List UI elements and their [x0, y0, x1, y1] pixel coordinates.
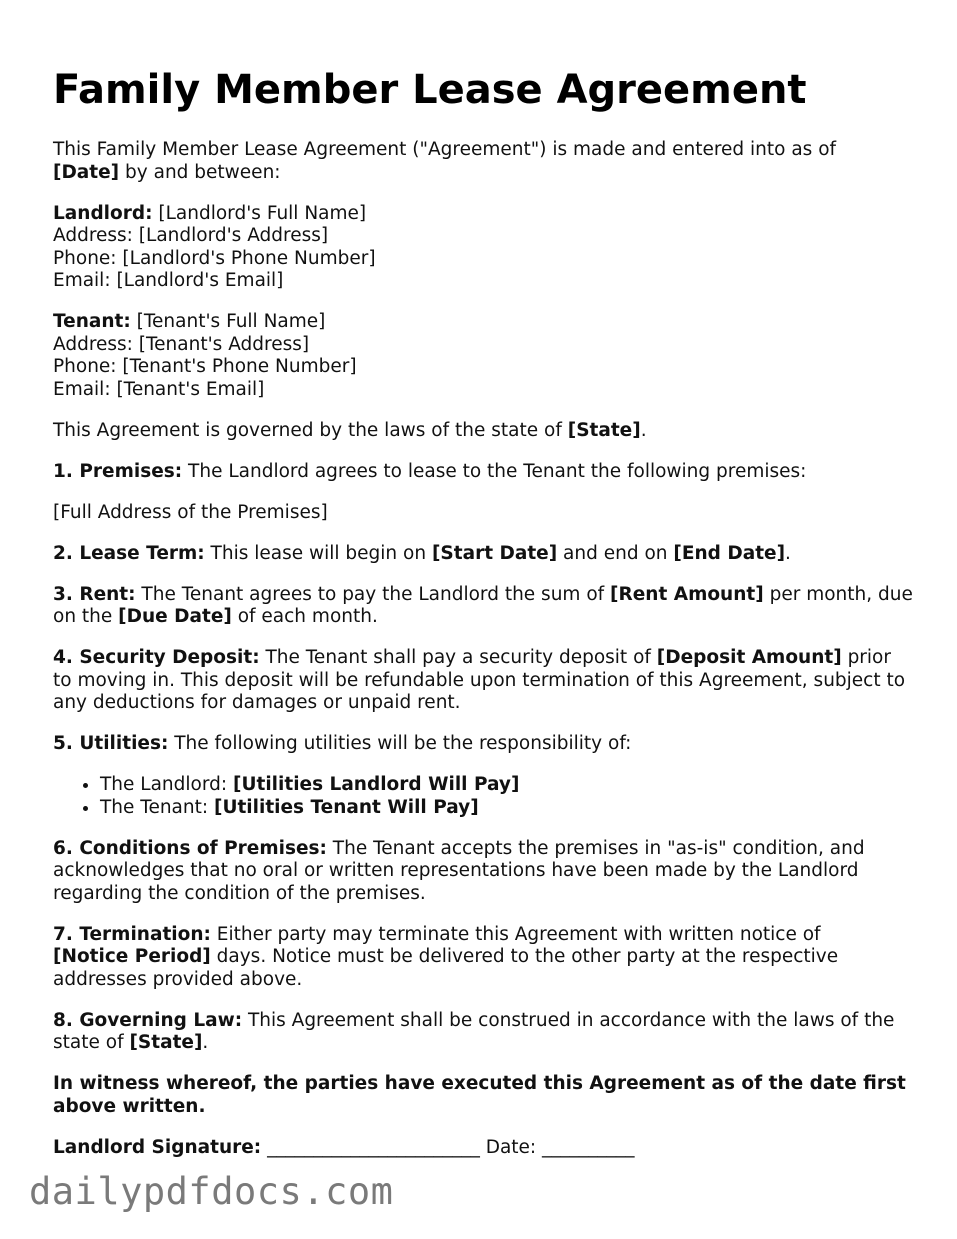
- section-rent: [53, 584, 913, 629]
- intro-date: [Date]: [53, 161, 120, 183]
- lease-end-date: [End Date]: [673, 542, 786, 564]
- notice-period: [Notice Period]: [53, 946, 211, 967]
- governed-tail: .: [640, 419, 647, 441]
- landlord-phone: Phone: [Landlord's Phone Number]: [53, 247, 376, 269]
- tenant-address: Address: [Tenant's Address]: [53, 333, 310, 355]
- section-lease-term: [53, 543, 913, 566]
- rent-amount: [Rent Amount]: [610, 583, 764, 605]
- section-premises: [53, 461, 913, 484]
- section-rent-label: 3. Rent:: [53, 583, 136, 605]
- rent-tail: of each month.: [231, 606, 378, 627]
- deposit-amount: [Deposit Amount]: [656, 647, 842, 668]
- governing-law-text: This Agreement shall be construed in accordance with the laws of the state of: [53, 1009, 895, 1053]
- utilities-tenant-what: [Utilities Tenant Will Pay]: [213, 796, 479, 818]
- section-conditions: [53, 838, 913, 906]
- tenant-label: Tenant:: [53, 311, 131, 332]
- rent-text: The Tenant agrees to pay the Landlord the sum of: [135, 583, 611, 605]
- deposit-text: The Tenant shall pay a security deposit of: [259, 647, 657, 668]
- lease-start-date: [Start Date]: [431, 542, 558, 564]
- signature-label: Landlord Signature:: [53, 1136, 262, 1158]
- tenant-name: [Tenant's Full Name]: [130, 311, 326, 332]
- governed-paragraph: [53, 420, 913, 443]
- section-deposit-label: 4. Security Deposit:: [53, 647, 260, 668]
- signature-line: [53, 1137, 913, 1160]
- governed-state: [State]: [567, 419, 641, 441]
- section-termination-label: 7. Termination:: [53, 923, 211, 945]
- landlord-email: Email: [Landlord's Email]: [53, 270, 284, 291]
- landlord-name: [Landlord's Full Name]: [152, 202, 367, 224]
- lease-term-text: This lease will begin on: [204, 542, 432, 564]
- termination-text: Either party may terminate this Agreement with written notice of: [210, 923, 821, 945]
- lease-term-mid: and end on: [557, 542, 674, 564]
- section-conditions-label: 6. Conditions of Premises:: [53, 837, 327, 859]
- section-security-deposit: [53, 647, 913, 715]
- section-utilities: [53, 733, 913, 756]
- list-item: [100, 797, 913, 820]
- section-termination: [53, 924, 913, 992]
- governing-law-tail: .: [202, 1032, 209, 1053]
- rent-due-date: [Due Date]: [118, 606, 232, 627]
- section-governing-law-label: 8. Governing Law:: [53, 1009, 243, 1031]
- tenant-block: [53, 311, 913, 401]
- witness-paragraph: [53, 1073, 913, 1118]
- utilities-landlord-what: [Utilities Landlord Will Pay]: [233, 774, 520, 795]
- utilities-text: The following utilities will be the responsibility of:: [168, 733, 632, 754]
- page-title: Family Member Lease Agreement: [53, 67, 807, 113]
- conditions-text: The Tenant accepts the premises in "as-is" condition, and acknowledges that no oral or written representations have been made by the Landlord regarding the condition of the premises.: [53, 837, 865, 904]
- utilities-tenant-who: The Tenant:: [100, 796, 214, 818]
- deposit-tail: prior to moving in. This deposit will be refundable upon termination of this Agreement, subject to any deductions for damages or unpaid rent.: [53, 647, 906, 713]
- governing-law-state: [State]: [129, 1032, 203, 1053]
- rent-mid: per month, due on the: [53, 583, 913, 627]
- document: [53, 66, 913, 1178]
- intro-paragraph: [53, 139, 913, 184]
- section-utilities-label: 5. Utilities:: [53, 733, 169, 754]
- section-lease-term-label: 2. Lease Term:: [53, 542, 205, 564]
- section-governing-law: [53, 1010, 913, 1055]
- landlord-label: Landlord:: [53, 202, 153, 224]
- termination-tail: days. Notice must be delivered to the other party at the respective addresses provided above.: [53, 946, 839, 990]
- intro-text: This Family Member Lease Agreement ("Agreement") is made and entered into as of: [53, 139, 837, 160]
- signature-date[interactable]: Date: __________: [485, 1136, 635, 1158]
- landlord-address: Address: [Landlord's Address]: [53, 225, 329, 246]
- section-premises-label: 1. Premises:: [53, 460, 183, 482]
- intro-tail: by and between:: [119, 161, 281, 183]
- lease-term-tail: .: [785, 542, 791, 564]
- governed-text: This Agreement is governed by the laws of the state of: [53, 419, 568, 441]
- tenant-phone: Phone: [Tenant's Phone Number]: [53, 356, 357, 377]
- landlord-block: [53, 203, 913, 293]
- section-premises-text: The Landlord agrees to lease to the Tenant the following premises:: [182, 460, 807, 482]
- watermark: dailypdfdocs.com: [29, 1170, 394, 1213]
- utilities-list: [53, 774, 913, 819]
- witness-text: In witness whereof, the parties have executed this Agreement as of the date first above written.: [53, 1073, 906, 1117]
- utilities-landlord-who: The Landlord:: [100, 774, 233, 795]
- tenant-email: Email: [Tenant's Email]: [53, 378, 265, 400]
- list-item: [100, 774, 913, 797]
- signature-blank[interactable]: _______________________: [261, 1136, 486, 1158]
- premises-address: [Full Address of the Premises]: [53, 501, 328, 523]
